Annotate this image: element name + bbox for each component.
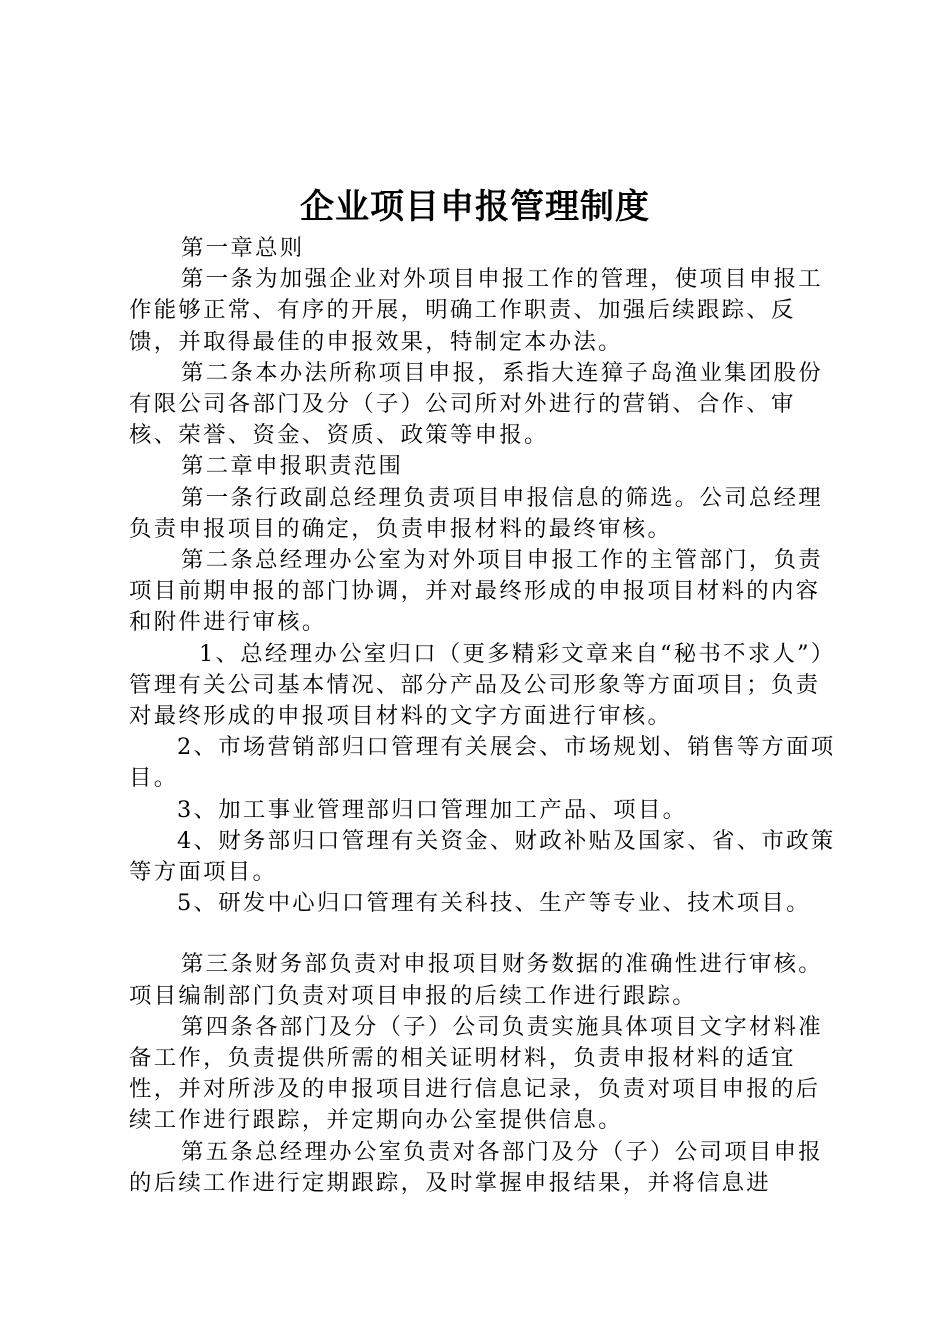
article-paragraph: 第三条财务部负责对申报项目财务数据的准确性进行审核。项目编制部门负责对项目申报的后续工作进行跟踪。	[129, 951, 823, 1009]
blank-line	[129, 919, 841, 949]
list-item: 5、研发中心归口管理有关科技、生产等专业、技术项目。	[177, 890, 811, 917]
document-body	[129, 233, 841, 1199]
article-paragraph: 第四条各部门及分（子）公司负责实施具体项目文字材料准备工作，负责提供所需的相关证明材料，负责申报材料的适宜性，并对所涉及的申报项目进行信息记录，负责对项目申报的后续工作进行跟踪，并定期向办公室提供信息。	[129, 1013, 823, 1134]
list-item: 3、加工事业管理部归口管理加工产品、项目。	[177, 796, 688, 823]
document-title: 企业项目申报管理制度	[300, 187, 650, 227]
chapter-heading: 第二章申报职责范围	[181, 453, 404, 480]
article-paragraph: 第一条为加强企业对外项目申报工作的管理，使项目申报工作能够正常、有序的开展，明确工作职责、加强后续跟踪、反馈，并取得最佳的申报效果，特制定本办法。	[129, 266, 823, 355]
list-item: 1、总经理办公室归口（更多精彩文章来自“秘书不求人”）管理有关公司基本情况、部分产品及公司形象等方面项目；负责对最终形成的申报项目材料的文字方面进行审核。	[129, 640, 836, 730]
chapter-heading: 第一章总则	[181, 235, 305, 261]
article-paragraph: 第二条总经理办公室为对外项目申报工作的主管部门，负责项目前期申报的部门协调，并对最终形成的申报项目材料的内容和附件进行审核。	[129, 547, 823, 636]
list-item: 4、财务部归口管理有关资金、财政补贴及国家、省、市政策等方面项目。	[129, 827, 836, 886]
article-paragraph: 第二条本办法所称项目申报，系指大连獐子岛渔业集团股份有限公司各部门及分（子）公司所对外进行的营销、合作、审核、荣誉、资金、资质、政策等申报。	[129, 359, 823, 449]
article-paragraph: 第一条行政副总经理负责项目申报信息的筛选。公司总经理负责申报项目的确定，负责申报材料的最终审核。	[129, 484, 823, 542]
list-item: 2、市场营销部归口管理有关展会、市场规划、销售等方面项目。	[129, 734, 836, 792]
article-paragraph: 第五条总经理办公室负责对各部门及分（子）公司项目申报的后续工作进行定期跟踪，及时掌握申报结果，并将信息进	[129, 1138, 823, 1196]
